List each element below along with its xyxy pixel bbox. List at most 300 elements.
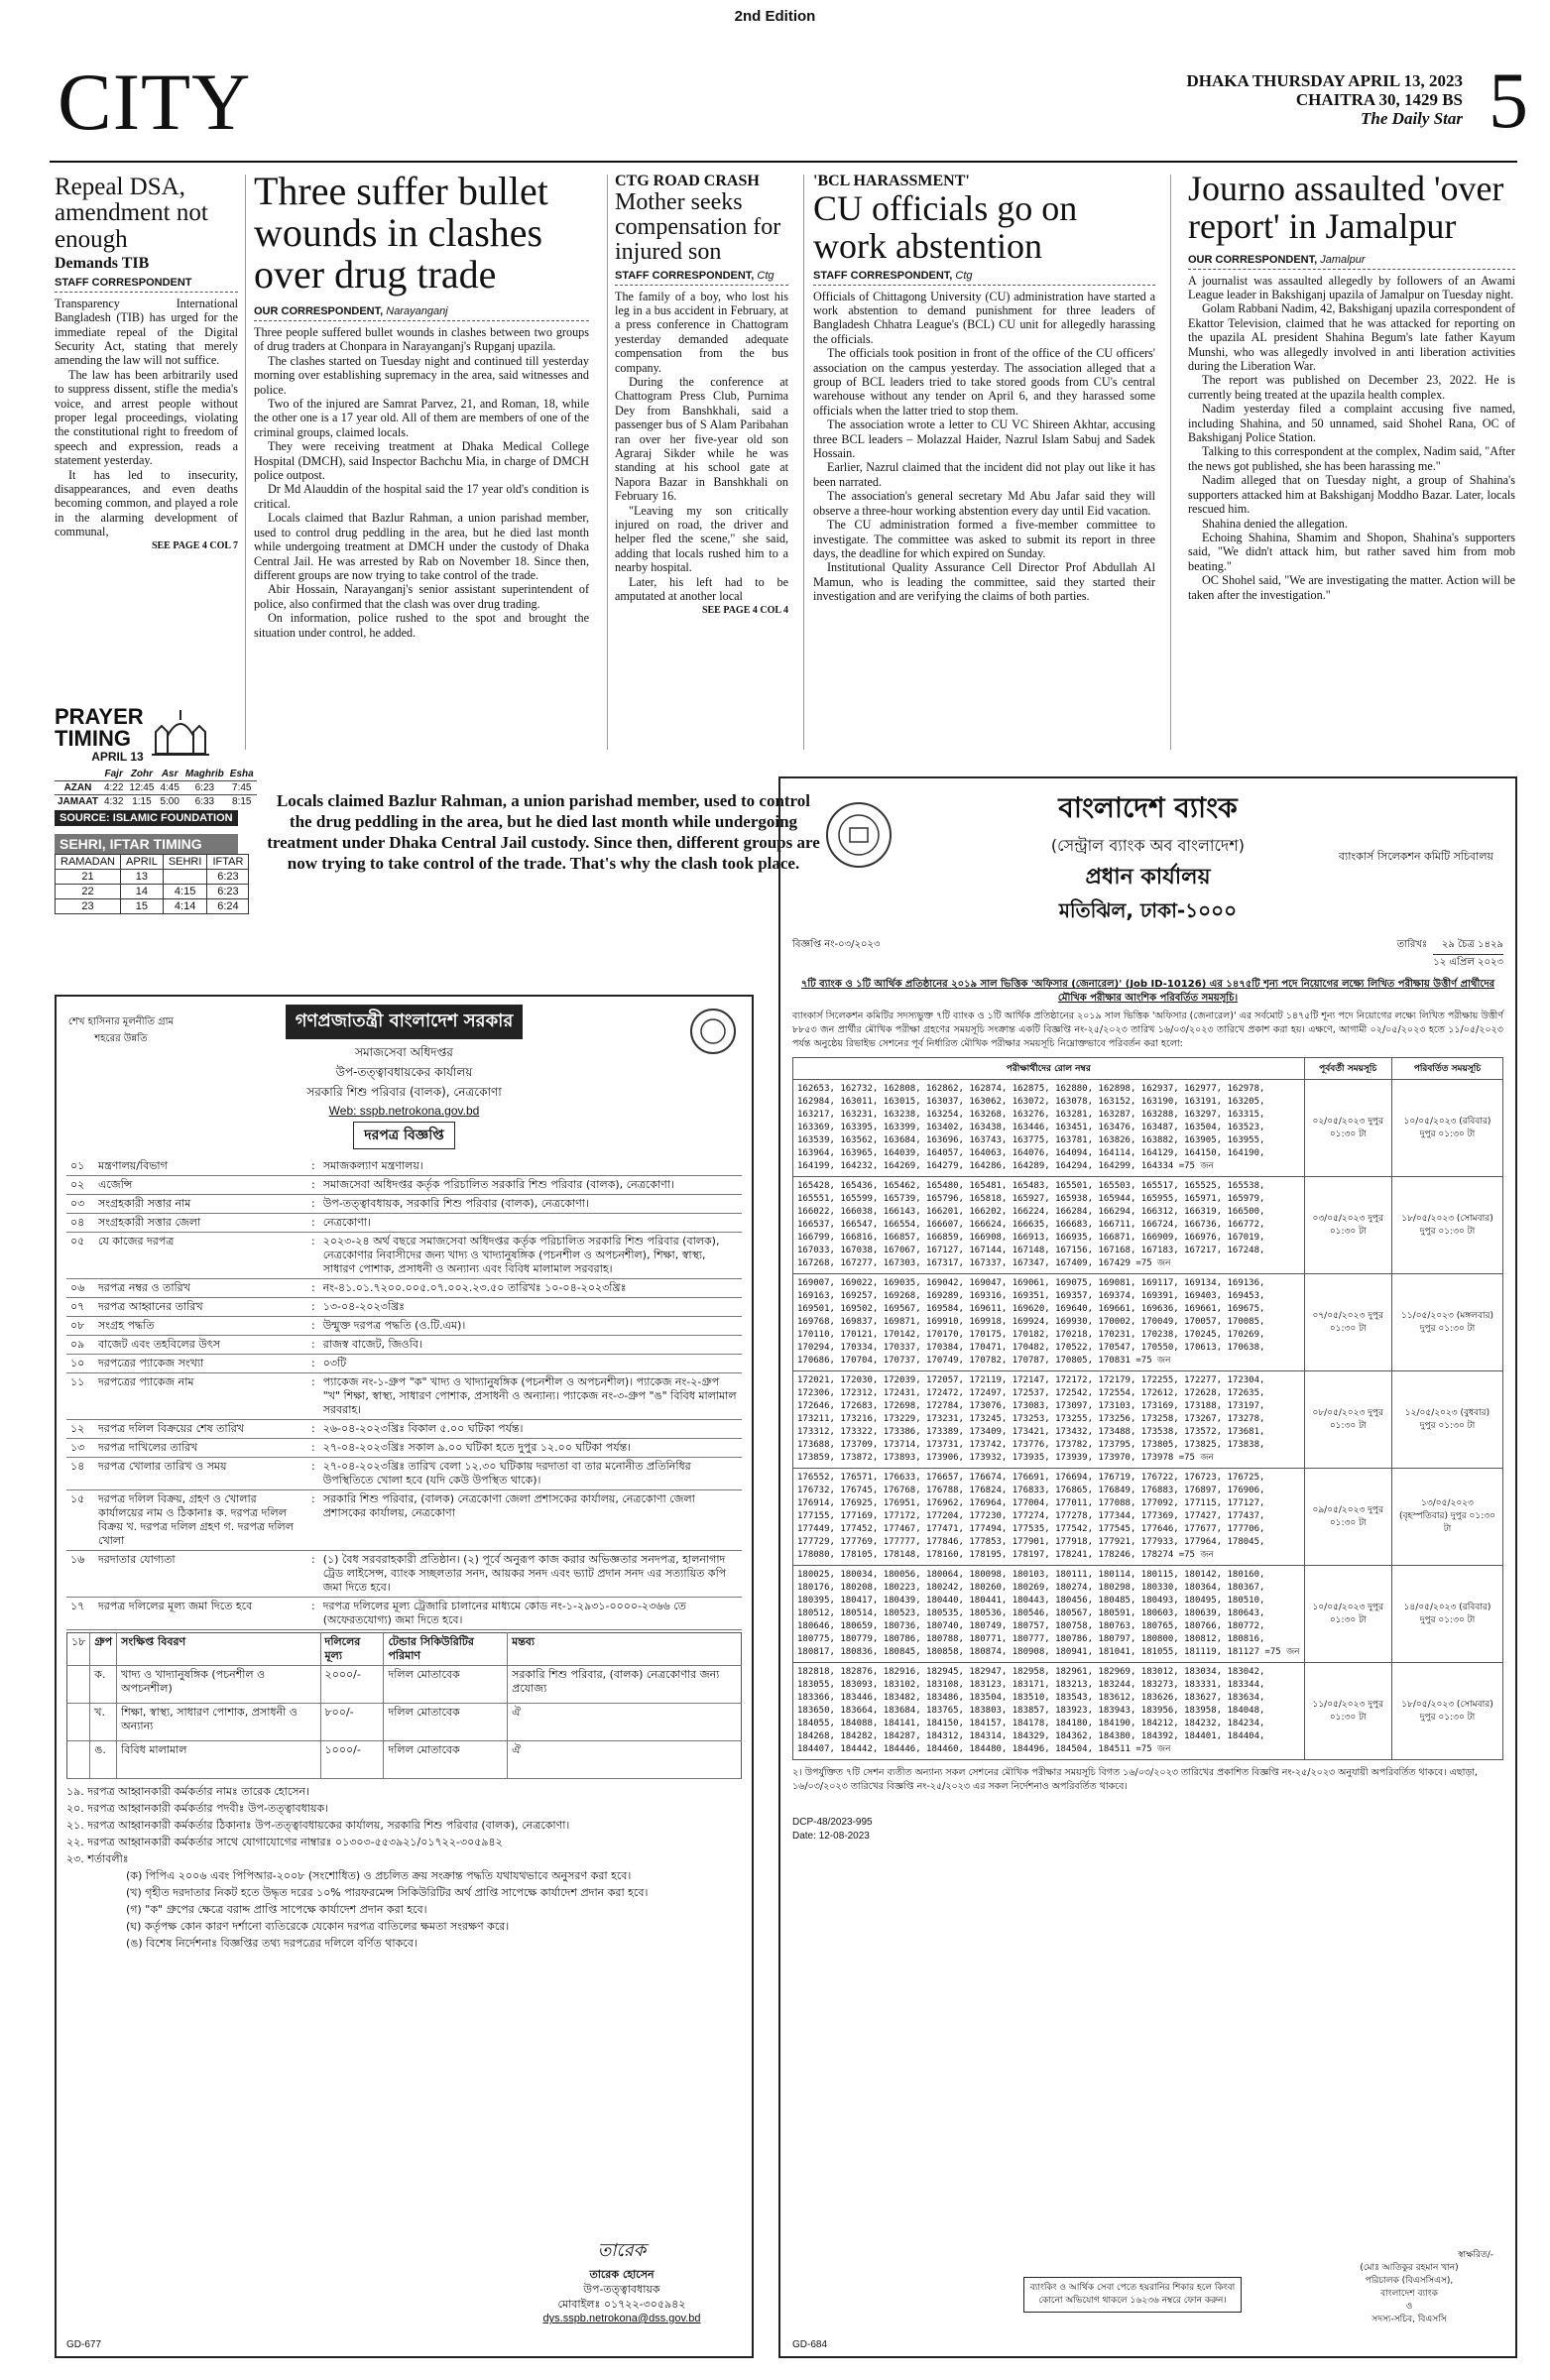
extra-item: ২৩. শর্তাবলীঃ: [66, 1852, 129, 1865]
roll-row: [793, 1274, 1503, 1371]
byline: [813, 270, 1155, 286]
paragraph: It has led to insecurity, disappearances, and even deaths becoming common, and played a role in the alarming development of communal,: [55, 467, 238, 539]
sehri-cell: 4:15: [163, 885, 207, 899]
tender-colon: :: [311, 1492, 315, 1505]
tender-colon: :: [311, 1600, 315, 1612]
tender-no: ১৪: [70, 1460, 85, 1473]
package-cell: ঐ: [508, 1704, 742, 1741]
tender-no: ০৫: [70, 1235, 85, 1248]
paragraph: Dr Md Alauddin of the hospital said the 17 year old's condition is critical.: [254, 482, 589, 511]
tender-value: নেত্রকোণা।: [322, 1216, 371, 1229]
roll-numbers: 165428, 165436, 165462, 165480, 165481, 165483, 165501, 165503, 165517, 165525, 165538, 165551, 165599, 165739, 165796, 165818, 165927, 165938, 165944, 165955, 165971, 165979, 166022, 166038, 166143, 166201, 166202, 166224, 166284, 166294, 166312, 166319, 166500, 166537, 166547, 166554, 166607, 166624, 166635, 166683, 166711, 166724, 166736, 166772, 166799, 166816, 166857, 166859, 166908, 166913, 166935, 166871, 166909, 166976, 167019, 167033, 167038, 167067, 167127, 167144, 167148, 167156, 167168, 167183, 167217, 167248, 167268, 167277, 167303, 167317, 167337, 167347, 167409, 167429 =75 জন: [793, 1177, 1305, 1274]
tender-row: [66, 1279, 742, 1298]
package-head: সংক্ষিপ্ত বিবরণ: [117, 1633, 320, 1666]
article-dsa: [55, 175, 238, 553]
tender-label: দরদাতার যোগ্যতা: [98, 1553, 176, 1566]
headline: Mother seeks compensation for injured son: [615, 189, 781, 266]
tender-no: ১৬: [70, 1553, 85, 1566]
section-title: CITY: [58, 57, 252, 147]
package-cell: দলিল মোতাবেক: [384, 1666, 508, 1704]
ad-dept: সমাজসেবা অধিদপ্তর: [355, 1045, 453, 1059]
tender-colon: :: [311, 1553, 315, 1566]
column-rule: [1170, 175, 1171, 750]
extra-item: ২১. দরপত্র আহ্বানকারী কর্মকর্তার ঠিকানাঃ উপ-তত্ত্বাবধায়কের কার্যালয়, সরকারি শিশু পরিবার (বালক), নেত্রকোণা।: [66, 1819, 570, 1832]
paragraph: During the conference at Chattogram Press Club, Purnima Dey from Banshkhali, said a passenger bus of S Alam Paribahan ran over her five-year old son Agraraj Sikder while he was standing at his school gate at Napora Bazar in Banshkhali on February 16.: [615, 375, 788, 504]
roll-numbers: 180025, 180034, 180056, 180064, 180098, 180103, 180111, 180114, 180115, 180142, 180160, 180176, 180208, 180223, 180242, 180260, 180269, 180274, 180298, 180330, 180364, 180367, 180395, 180417, 180439, 180440, 180441, 180443, 180456, 180485, 180493, 180495, 180510, 180512, 180514, 180523, 180535, 180536, 180546, 180567, 180591, 180603, 180639, 180643, 180646, 180659, 180736, 180740, 180749, 180757, 180758, 180763, 180765, 180766, 180772, 180775, 180779, 180786, 180788, 180771, 180777, 180786, 180797, 180800, 180812, 180816, 180817, 180836, 180845, 180858, 180874, 180908, 180941, 181041, 181055, 181119, 181127 =75 জন: [793, 1566, 1305, 1663]
bank-dcp: DCP-48/2023-995: [792, 1817, 873, 1828]
roll-row: [793, 1080, 1503, 1177]
dateline-bn: CHAITRA 30, 1429 BS: [1295, 90, 1463, 109]
package-row: [67, 1741, 742, 1779]
roll-head: পরিবর্তিত সময়সূচি: [1391, 1058, 1502, 1080]
byline: [1188, 254, 1515, 270]
ad-notice-title: দরপত্র বিজ্ঞপ্তি: [353, 1122, 454, 1149]
package-head: দলিলের মূল্য: [320, 1633, 384, 1666]
byline-place: Ctg: [757, 269, 775, 282]
sehri-cell: 4:14: [163, 899, 207, 914]
sehri-cell: 15: [121, 899, 164, 914]
package-cell: সরকারি শিশু পরিবার, (বালক) নেত্রকোণার জন্য প্রযোজ্য: [508, 1666, 742, 1704]
extra-item: ২০. দরপত্র আহ্বানকারী কর্মকর্তার পদবীঃ উপ-তত্ত্বাবধায়ক।: [66, 1802, 329, 1815]
prayer-timing-box: [55, 704, 254, 914]
tender-row: [66, 1336, 742, 1355]
signature-mark: তারেক: [597, 2240, 647, 2261]
tender-no: ০৭: [70, 1300, 85, 1313]
tender-colon: :: [311, 1281, 315, 1294]
prayer-cell: 12:45: [129, 782, 155, 793]
prayer-cell: 4:32: [103, 796, 124, 807]
bank-sign-t3: ও: [1405, 2302, 1413, 2312]
prayer-title-1: PRAYER: [55, 704, 144, 729]
prayer-cell: 6:33: [194, 796, 215, 807]
paragraph: The clashes started on Tuesday night and continued till yesterday morning over establishing supremacy in the area, said witnesses and police.: [254, 353, 589, 397]
tender-no: ১৫: [70, 1492, 85, 1505]
tender-value: ০৩টি: [322, 1357, 347, 1369]
term-item: (ঘ) কর্তৃপক্ষ কোন কারণ দর্শানো ব্যতিরেকে যেকোন দরপত্র বাতিলের ক্ষমতা সংরক্ষণ করে।: [126, 1920, 510, 1933]
dateline-en: DHAKA THURSDAY APRIL 13, 2023: [1186, 71, 1463, 90]
roll-schedule: ১১/০৫/২০২৩ দুপুর ০১:৩০ টা: [1304, 1663, 1391, 1760]
bank-address: মতিঝিল, ঢাকা-১০০০: [1058, 898, 1238, 922]
roll-table: [792, 1057, 1503, 1760]
tender-colon: :: [311, 1159, 315, 1172]
sehri-cell: 13: [121, 870, 164, 885]
package-row: [67, 1666, 742, 1704]
byline-place: Ctg: [955, 269, 973, 282]
paragraph: Shahina denied the allegation.: [1202, 516, 1348, 531]
paragraph: The officials took position in front of the office of the CU officers' association on the campus yesterday. The association alleged that a group of BCL leaders tried to take stored goods from CU's central warehouse without any tender on April 6, and they harassed some officials when the latter tried to stop them.: [813, 346, 1155, 417]
tender-row: [66, 1355, 742, 1373]
paper-logo: The Daily Star: [1361, 109, 1463, 128]
package-cell: ঐ: [508, 1741, 742, 1779]
paragraph: Talking to this correspondent at the complex, Nadim said, "After the news got published, she has been harassing me.": [1188, 444, 1515, 473]
sehri-cell: 6:24: [207, 899, 249, 914]
tender-colon: :: [311, 1441, 315, 1454]
paragraph: A journalist was assaulted allegedly by followers of an Awami League leader in Bakshiganj upazila of Jamalpur on Tuesday night.: [1188, 273, 1515, 301]
tender-no: ০১: [70, 1159, 85, 1172]
prayer-title-2: TIMING: [55, 726, 131, 751]
package-head: মন্তব্য: [508, 1633, 742, 1666]
roll-schedule: ০৯/০৫/২০২৩ দুপুর ০১:৩০ টা: [1304, 1469, 1391, 1566]
paragraph: Earlier, Nazrul claimed that the incident did not play out like it has been narrated.: [813, 460, 1155, 489]
ad-signature-block: [523, 2236, 721, 2326]
tender-value: ২৬-০৪-২০২৩খ্রিঃ বিকাল ৫.০০ ঘটিকা পর্যন্ত।: [322, 1422, 524, 1435]
sehri-cell: 22: [56, 885, 121, 899]
headline: CU officials go on work abstention: [813, 188, 1078, 266]
tender-label: দরপত্র দলিল বিক্রয়, গ্রহণ ও খোলার কার্যালয়ের নাম ও ঠিকানাঃ ক. দরপত্র দলিল বিক্রয় খ. দরপত্র দলিল গ্রহণ গ. দরপত্র দলিল খোলা: [98, 1492, 294, 1547]
tender-colon: :: [311, 1422, 315, 1435]
bank-ad-code: GD-684: [792, 2339, 828, 2350]
paragraph: OC Shohel said, "We are investigating the matter. Action will be taken after the investigation.": [1188, 573, 1515, 602]
term-item: (খ) গৃহীত দরদাতার নিকট হতে উদ্ধৃত দরের ১০% পারফরমেন্স সিকিউরিটির অর্থ প্রাপ্তি সাপেক্ষে কার্যাদেশ প্রদান করা হবে।: [126, 1886, 649, 1899]
headline: Journo assaulted 'over report' in Jamalpur: [1188, 169, 1504, 246]
package-spacer: [67, 1741, 90, 1779]
tender-row: [66, 1233, 742, 1279]
term-item: (গ) "ক" গ্রুপের ক্ষেত্রে বরাদ্দ প্রাপ্তি সাপেক্ষে কার্যাদেশ প্রদান করা হবে।: [126, 1903, 427, 1916]
subhead: Demands TIB: [55, 254, 150, 272]
byline: [254, 305, 589, 321]
package-cell: দলিল মোতাবেক: [384, 1741, 508, 1779]
prayer-cell: 8:15: [232, 796, 252, 807]
package-cell: দলিল মোতাবেক: [384, 1704, 508, 1741]
paragraph: The family of a boy, who lost his leg in a bus accident in February, at a press conference in Chattogram yesterday demanded adequate compensation from the bus company.: [615, 289, 788, 375]
tender-row: [66, 1598, 742, 1630]
jump-link[interactable]: SEE PAGE 4 COL 4: [701, 604, 788, 616]
tender-row: [66, 1373, 742, 1420]
paragraph: The law has been arbitrarily used to suppress dissent, stifle the media's voice, and arrest people without proper legal proceedings, violating the constitutional right to freedom of speech and expression, reads a statement yesterday.: [55, 367, 238, 468]
bank-hq: প্রধান কার্যালয়: [1085, 865, 1211, 890]
package-cell: ১০০০/-: [320, 1741, 384, 1779]
roll-schedule: ০২/০৫/২০২৩ দুপুর ০১:৩০ টা: [1304, 1080, 1391, 1177]
tender-no: ০৪: [70, 1216, 85, 1229]
bank-intro: ব্যাংকার্স সিলেকশন কমিটির সদস্যভুক্ত ৭টি ব্যাংক ও ১টি আর্থিক প্রতিষ্ঠানের ২০১৯ সাল ভিত্তিক 'অফিসার (জেনারেল)' এর সর্বমোট ১৪৭৫টি শূন্য পদে নিয়োগের লক্ষ্যে লিখিত পরীক্ষায় উত্তীর্ণ ৮৮৫৩ জন প্রার্থীর মৌখিক পরীক্ষা গ্রহণের সময়সূচি সংক্রান্ত একটি বিজ্ঞপ্তি নং-২৫/২০২৩ তারিখ ১৬/০৩/২০২৩ তারিখে প্রকাশ করা হয়। এক্ষণে, আগামী ০২/০৫/২০২৩ হতে ১১/০৫/২০২৩ পর্যন্ত অনুষ্ঠেয় রিভাইভ সেশনের পূর্ব নির্ধারিত মৌখিক পরীক্ষার সময়সূচি নিম্নোক্তভাবে পরিবর্তন করা হলো:: [792, 1011, 1503, 1049]
article-journo-assault: [1188, 171, 1515, 602]
byline-place: Jamalpur: [1320, 253, 1366, 266]
sehri-cell: 14: [121, 885, 164, 899]
prayer-cell: 4:45: [160, 782, 179, 793]
paragraph: The CU administration formed a five-member committee to investigate. The committee was asked to submit its report in three days, the deadline for which expired on Sunday.: [813, 518, 1155, 560]
prayer-head: Fajr: [104, 769, 123, 779]
tender-row: [66, 1551, 742, 1598]
sehri-cell: 6:23: [207, 885, 249, 899]
pull-quote: Locals claimed Bazlur Rahman, a union parishad member, used to control the drug peddling in the area, but he died last month while undergoing treatment under Dhaka Central Jail custody. Since then, different groups are now trying to take control of the trade. That's why the clash took place.: [267, 791, 820, 873]
package-cell: ক.: [90, 1666, 117, 1704]
roll-numbers: 176552, 176571, 176633, 176657, 176674, 176691, 176694, 176719, 176722, 176723, 176725, 176732, 176745, 176768, 176788, 176824, 176833, 176865, 176849, 176883, 176897, 176906, 176914, 176925, 176951, 176962, 176964, 177004, 177011, 177088, 177092, 177115, 177127, 177155, 177169, 177172, 177204, 177230, 177274, 177278, 177344, 177369, 177427, 177437, 177449, 177452, 177467, 177471, 177494, 177535, 177542, 177545, 177646, 177677, 177706, 177729, 177769, 177777, 177846, 177853, 177901, 177918, 177921, 177933, 177964, 178045, 178080, 178105, 178148, 178160, 178195, 178197, 178241, 178246, 178274 =75 জন: [793, 1469, 1305, 1566]
package-serial: ১৮: [71, 1635, 86, 1648]
mosque-icon: [150, 706, 211, 758]
tender-colon: :: [311, 1216, 315, 1229]
kicker: CTG ROAD CRASH: [615, 173, 760, 189]
tender-label: দরপত্র দলিল বিক্রয়ের শেষ তারিখ: [98, 1422, 245, 1435]
tender-label: সংগ্রহ পদ্ধতি: [98, 1319, 155, 1332]
bank-sign-label: স্বাক্ষরিত/-: [1458, 2250, 1493, 2260]
tender-label: সংগ্রহকারী সত্তার জেলা: [98, 1216, 201, 1229]
tender-colon: :: [311, 1178, 315, 1191]
byline: STAFF CORRESPONDENT: [55, 277, 238, 293]
package-cell: ঙ.: [90, 1741, 117, 1779]
prayer-cell: 6:23: [194, 782, 215, 793]
signer-title: উপ-তত্ত্বাবধায়ক: [583, 2283, 660, 2296]
dateline: [1186, 71, 1463, 128]
package-head: টেন্ডার সিকিউরিটির পরিমাণ: [384, 1633, 508, 1666]
package-spacer: [67, 1666, 90, 1704]
bank-complaint-box: ব্যাংকিং ও আর্থিক সেবা পেতে হয়রানির শিকার হলে কিংবা কোনো অভিযোগ থাকলে ১৬২৩৬ নম্বরে ফোন করুন।: [1023, 2277, 1242, 2313]
tender-label: দরপত্র আহ্বানের তারিখ: [98, 1300, 203, 1313]
tender-row: [66, 1214, 742, 1233]
prayer-cell: JAMAAT: [58, 796, 98, 807]
prayer-cell: 7:45: [232, 782, 252, 793]
tender-value: সমাজকল্যাণ মন্ত্রণালয়।: [322, 1159, 423, 1172]
tender-no: ০৯: [70, 1338, 85, 1351]
tender-value: সরকারি শিশু পরিবার, (বালক) নেত্রকোণা জেলা প্রশাসকের কার্যালয়, নেত্রকোণা জেলা প্রশাসকের কার্যালয়, নেত্রকোণা: [322, 1492, 695, 1519]
byline: [615, 270, 788, 286]
sehri-table: [55, 854, 249, 914]
paragraph: The association wrote a letter to CU VC Shireen Akhtar, accusing three BCL leaders – Molazzal Haider, Nazrul Islam Sabuj and Sadek Hossain.: [813, 417, 1155, 461]
roll-schedule: ১৮/০৫/২০২৩ (সোমবার) দুপুর ০১:৩০ টা: [1391, 1663, 1502, 1760]
tender-label: দরপত্র দলিলের মূল্য জমা দিতে হবে: [98, 1600, 253, 1612]
package-cell: খ.: [90, 1704, 117, 1741]
prayer-table: [55, 768, 257, 808]
tender-colon: :: [311, 1300, 315, 1313]
bank-sign-t2: বাংলাদেশ ব্যাংক: [1380, 2289, 1438, 2299]
prayer-cell: 5:00: [160, 796, 179, 807]
package-cell: বিবিধ মালামাল: [117, 1741, 320, 1779]
tender-value: সমাজসেবা অধিদপ্তর কর্তৃক পরিচালিত সরকারি শিশু পরিবার (বালক), নেত্রকোণা।: [322, 1178, 674, 1191]
tender-value: ২৭-০৪-২০২৩খ্রিঃ তারিখ বেলা ১২.৩০ ঘটিকায় দরদাতা বা তার মনোনীত প্রতিনিধির উপস্থিতিতে খোলা হবে (যদি কেউ উপস্থিত থাকে)।: [322, 1460, 691, 1487]
ad-terms-list: [126, 1867, 742, 1952]
article-cu-abstention: [813, 173, 1155, 604]
byline-role: OUR CORRESPONDENT,: [254, 305, 384, 317]
ad-office: উপ-তত্ত্বাবধায়কের কার্যালয়: [335, 1065, 473, 1079]
sehri-cell: 6:23: [207, 870, 249, 885]
roll-schedule: ১১/০৫/২০২৩ (মঙ্গলবার) দুপুর ০১:৩০ টা: [1391, 1274, 1502, 1371]
roll-numbers: 182818, 182876, 182916, 182945, 182947, 182958, 182961, 182969, 183012, 183034, 183042, 183055, 183093, 183102, 183108, 183123, 183171, 183213, 183244, 183273, 183331, 183344, 183366, 183446, 183482, 183486, 183504, 183510, 183543, 183612, 183626, 183627, 183634, 183650, 183664, 183684, 183765, 183803, 183857, 183923, 183943, 183956, 183958, 184048, 184055, 184088, 184141, 184150, 184157, 184178, 184180, 184190, 184212, 184232, 184234, 184268, 184282, 184287, 184312, 184314, 184329, 184362, 184380, 184392, 184401, 184404, 184407, 184442, 184446, 184460, 184480, 184496, 184504, 184511 =75 জন: [793, 1663, 1305, 1760]
tender-row: [66, 1458, 742, 1490]
roll-head: পূর্ববর্তী সময়সূচি: [1304, 1058, 1391, 1080]
ad-sub: সরকারি শিশু পরিবার (বালক), নেত্রকোণা: [306, 1085, 502, 1099]
bank-date-label: তারিখঃ: [1396, 939, 1428, 950]
paragraph: Echoing Shahina, Shamim and Shopon, Shahina's supporters said, "We didn't attack him, but rather saved him from mob beating.": [1188, 530, 1515, 573]
byline-role: STAFF CORRESPONDENT,: [615, 269, 755, 282]
paragraph: The association's general secretary Md Abu Jafar said they will observe a three-hour working abstention every day until Eid vacation.: [813, 489, 1155, 518]
article-drug-trade: [254, 171, 589, 640]
extra-item: ২২. দরপত্র আহ্বানকারী কর্মকর্তার সাথে যোগাযোগের নাম্বারঃ ০১৩০৩-৫৫৩৯২১/০১৭২২-৩০৫৯৪২: [66, 1836, 503, 1848]
tender-no: ০৬: [70, 1281, 85, 1294]
paragraph: Abir Hossain, Narayanganj's senior assistant superintendent of police, also confirmed that the clash was over drug trading.: [254, 582, 589, 611]
paragraph: "Leaving my son critically injured on road, the driver and helper fled the scene," she said, adding that locals rushed him to a nearby hospital.: [615, 503, 788, 575]
paragraph: Locals claimed that Bazlur Rahman, a union parishad member, used to control drug peddling in the area, but he died last month while undergoing treatment at DMCH under the custody of Dhaka Central Jail. He was arrested by Rab on November 18. Since then, different groups are now trying to take control of the trade.: [254, 511, 589, 582]
tender-no: ১০: [70, 1357, 85, 1369]
tender-value: উপ-তত্ত্বাবধায়ক, সরকারি শিশু পরিবার (বালক), নেত্রকোণা।: [322, 1197, 589, 1210]
tender-no: ০৮: [70, 1319, 85, 1332]
roll-schedule: ১০/০৫/২০২৩ দুপুর ০১:৩০ টা: [1304, 1566, 1391, 1663]
bank-signature-block: [1325, 2249, 1493, 2326]
tender-row: [66, 1176, 742, 1195]
tender-colon: :: [311, 1375, 315, 1388]
signer-phone: মোবাইলঃ ০১৭২২-৩০৫৯৪২: [557, 2298, 686, 2311]
term-item: (ঙ) বিশেষ নির্দেশনাঃ বিজ্ঞপ্তির তথ্য দরপত্রের দলিলে বর্ণিত থাকবে।: [126, 1937, 417, 1950]
tender-label: দরপত্র খোলার তারিখ ও সময়: [98, 1460, 227, 1473]
sehri-head: APRIL: [121, 855, 164, 870]
package-table: [66, 1632, 742, 1779]
package-cell: ৮০০/-: [320, 1704, 384, 1741]
bank-sub: (সেন্ট্রাল ব্যাংক অব বাংলাদেশ): [1050, 836, 1246, 855]
package-cell: ২০০০/-: [320, 1666, 384, 1704]
roll-row: [793, 1177, 1503, 1274]
roll-schedule: ১২/০৫/২০২৩ (বুধবার) দুপুর ০১:৩০ টা: [1391, 1371, 1502, 1469]
paragraph: Golam Rabbani Nadim, 42, Bakshiganj upazila correspondent of Ekattor Television, claimed that he was attacked for reporting on the upazila AL president Shahina Begum's late father Kayum Munshi, who was allegedly involved in anti liberation activities during the Liberation War.: [1188, 301, 1515, 374]
roll-numbers: 162653, 162732, 162808, 162862, 162874, 162875, 162880, 162898, 162937, 162977, 162978, 162984, 163011, 163015, 163037, 163062, 163072, 163078, 163152, 163190, 163191, 163205, 163217, 163231, 163238, 163254, 163268, 163276, 163281, 163287, 163288, 163297, 163315, 163369, 163395, 163399, 163402, 163438, 163446, 163451, 163476, 163487, 163504, 163523, 163539, 163562, 163684, 163696, 163743, 163775, 163781, 163826, 163882, 163905, 163955, 163964, 163965, 164039, 164057, 164063, 164076, 164094, 164114, 164129, 164150, 164190, 164199, 164232, 164269, 164279, 164286, 164289, 164294, 164299, 164334 =75 জন: [793, 1080, 1305, 1177]
tender-row: [66, 1298, 742, 1317]
sehri-cell: [163, 870, 207, 885]
tender-colon: :: [311, 1357, 315, 1369]
jump-link[interactable]: SEE PAGE 4 COL 7: [151, 539, 238, 551]
tender-label: এজেন্সি: [98, 1178, 133, 1191]
prayer-head: Zohr: [130, 769, 154, 779]
paragraph: Later, his left had to be amputated at another local: [615, 574, 788, 604]
tender-label: দরপত্র দাখিলের তারিখ: [98, 1441, 198, 1454]
roll-row: [793, 1663, 1503, 1760]
tender-label: দরপত্র নম্বর ও তারিখ: [98, 1281, 190, 1294]
bank-logo-icon: [824, 800, 894, 875]
term-item: (ক) পিপিএ ২০০৬ এবং পিপিআর-২০০৮ (সংশোধিত) ও প্রচলিত ক্রয় সংক্রান্ত পদ্ধতি যথাযথভাবে অনুসরণ করা হবে।: [126, 1869, 632, 1882]
tender-no: ০২: [70, 1178, 85, 1191]
tender-row: [66, 1157, 742, 1176]
bank-date-bn: ২৯ চৈত্র ১৪২৯: [1433, 937, 1503, 955]
prayer-cell: 1:15: [132, 796, 152, 807]
prayer-source: SOURCE: ISLAMIC FOUNDATION: [55, 810, 238, 826]
tender-row: [66, 1420, 742, 1439]
tender-label: মন্ত্রণালয়/বিভাগ: [98, 1159, 168, 1172]
header-rule: [50, 161, 1517, 163]
package-cell: খাদ্য ও খাদ্যানুষঙ্গিক (পচনশীল ও অপচনশীল): [117, 1666, 320, 1704]
tender-table: [66, 1157, 742, 1630]
tender-colon: :: [311, 1460, 315, 1473]
sehri-cell: 23: [56, 899, 121, 914]
paragraph: The report was published on December 23, 2022. He is currently being treated at the upazila health complex.: [1188, 373, 1515, 402]
tender-value: (১) বৈধ সরবরাহকারী প্রতিষ্ঠান। (২) পূর্বে অনুরূপ কাজ করার অভিজ্ঞতার সনদপত্র, হালনাগাদ ট্রেড লাইসেন্স, ব্যাংক সচ্ছলতার সনদ, আয়কর সনদ এবং ভ্যাট প্রদান সনদ এর সত্যায়িত কপি জমা দিতে হবে।: [322, 1553, 727, 1594]
bank-heading: ৭টি ব্যাংক ও ১টি আর্থিক প্রতিষ্ঠানের ২০১৯ সাল ভিত্তিক 'অফিসার (জেনারেল)' (Job ID-10126) এর ১৪৭৫টি শূন্য পদে নিয়োগের লক্ষ্যে লিখিত পরীক্ষায় উত্তীর্ণ প্রার্থীদের মৌখিক পরীক্ষার আংশিক পরিবর্তিত সময়সূচি।: [800, 979, 1495, 1004]
column-rule: [803, 175, 804, 750]
column-rule: [245, 175, 246, 750]
bank-title: বাংলাদেশ ব্যাংক: [1058, 791, 1238, 824]
tender-no: ১৩: [70, 1441, 85, 1454]
edition-label: 2nd Edition: [734, 8, 816, 25]
ad-website[interactable]: Web: sspb.netrokona.gov.bd: [328, 1104, 480, 1118]
tender-colon: :: [311, 1319, 315, 1332]
tender-value: উন্মুক্ত দরপত্র পদ্ধতি (ও.টি.এম)।: [322, 1319, 466, 1332]
roll-row: [793, 1371, 1503, 1469]
ad-code: GD-677: [66, 2339, 102, 2350]
bank-date-footer: Date: 12-08-2023: [792, 1831, 870, 1842]
headline: Three suffer bullet wounds in clashes over drug trade: [254, 169, 548, 297]
govt-tender-ad: [55, 995, 754, 2358]
byline-role: STAFF CORRESPONDENT,: [813, 269, 953, 282]
roll-schedule: ১৮/০৫/২০২৩ (সোমবার) দুপুর ০১:৩০ টা: [1391, 1177, 1502, 1274]
package-spacer: [67, 1704, 90, 1741]
roll-schedule: ০৭/০৫/২০২৩ দুপুর ০১:৩০ টা: [1304, 1274, 1391, 1371]
signer-email[interactable]: dys.sspb.netrokona@dss.gov.bd: [542, 2313, 701, 2324]
paragraph: Nadim yesterday filed a complaint accusing five named, including Shahina, and 50 unnamed, said Shohel Rana, OC of Bakshiganj Police Station.: [1188, 402, 1515, 445]
roll-numbers: 172021, 172030, 172039, 172057, 172119, 172147, 172172, 172179, 172255, 172277, 172304, 172306, 172312, 172431, 172472, 172497, 172537, 172542, 172554, 172612, 172628, 172635, 172646, 172683, 172698, 172784, 173076, 173083, 173097, 173103, 173169, 173188, 173197, 173211, 173216, 173229, 173231, 173245, 173253, 173255, 173256, 173258, 173267, 173278, 173312, 173322, 173386, 173389, 173409, 173421, 173432, 173488, 173538, 173572, 173681, 173688, 173709, 173714, 173731, 173742, 173776, 173782, 173795, 173805, 173825, 173838, 173859, 173872, 173893, 173906, 173932, 173935, 173939, 173970, 173978 =75 জন: [793, 1371, 1305, 1469]
paragraph: Three people suffered bullet wounds in clashes between two groups of drug traders at Chonpara in Narayanganj's Rupganj upazila.: [254, 325, 589, 354]
prayer-head: Esha: [229, 769, 254, 779]
tender-label: বাজেট এবং তহবিলের উৎস: [98, 1338, 220, 1351]
article-ctg-crash: [615, 173, 788, 618]
paragraph: Transparency International Bangladesh (TIB) has urged for the immediate repeal of the Digital Security Act, stating that merely amending the law will not suffice.: [55, 296, 238, 368]
tender-value: রাজস্ব বাজেট, জিওবি।: [322, 1338, 422, 1351]
roll-row: [793, 1469, 1503, 1566]
prayer-date: APRIL 13: [91, 750, 144, 764]
page-number: 5: [1489, 58, 1528, 145]
bank-sign-t4: সদস্য-সচিব, বিএসসি: [1371, 2315, 1447, 2324]
paragraph: Two of the injured are Samrat Parvez, 21, and Roman, 18, while the other one is a 17 year old. All of them are members of one of the criminal groups, claimed locals.: [254, 397, 589, 439]
bank-note: ২। উপর্যুক্তিত ৭টি সেশন ব্যতীত অন্যান্য সকল সেশনের মৌখিক পরীক্ষার সময়সূচি বিগত ১৬/০৩/২০২৩ তারিখের প্রকাশিত বিজ্ঞপ্তি নং-২৫/২০২৩ অনুযায়ী অপরিবর্তিত থাকবে। এছাড়া, ১৬/০৩/২০২৩ তারিখের বিজ্ঞপ্তি নং-২৫/২০২৩ এর সকল নির্দেশনাও অপরিবর্তিত থাকবে।: [792, 1767, 1478, 1792]
paragraph: Nadim alleged that on Tuesday night, a group of Shahina's supporters attacked him at Bakshiganj Moddho Bazar. Later, locals rescued him.: [1188, 473, 1515, 517]
bank-sign-t1: পরিচালক (বিএসসিএস),: [1365, 2276, 1454, 2286]
bank-date-en: ১২ এপ্রিল ২০২৩: [1433, 957, 1503, 968]
headline: Repeal DSA, amendment not enough: [55, 174, 208, 253]
sehri-head: SEHRI: [163, 855, 207, 870]
ad-slogan: শেখ হাসিনার মূলনীতি গ্রাম শহরের উন্নতি: [67, 1016, 175, 1044]
prayer-cell: AZAN: [63, 782, 92, 793]
tender-colon: :: [311, 1235, 315, 1248]
ad-title: গণপ্রজাতন্ত্রী বাংলাদেশ সরকার: [286, 1005, 524, 1039]
sehri-head: RAMADAN: [56, 855, 121, 870]
roll-head: পরীক্ষার্থীদের রোল নম্বর: [793, 1058, 1305, 1080]
tender-value: দরপত্র দলিলের মূল্য ট্রেজারি চালানের মাধ্যমে কোড নং-১-২৯৩১-০০০০-২৩৬৬ তে (অফেরতযোগ্য) জমা দিতে হবে।: [322, 1600, 686, 1626]
package-head-row: [67, 1633, 742, 1666]
govt-emblem-icon: [688, 1007, 738, 1061]
prayer-head: [55, 768, 101, 781]
roll-schedule: ১০/০৫/২০২৩ (রবিবার) দুপুর ০১:৩০ টা: [1391, 1080, 1502, 1177]
tender-label: যে কাজের দরপত্র: [98, 1235, 175, 1248]
tender-no: ০৩: [70, 1197, 85, 1210]
tender-label: সংগ্রহকারী সত্তার নাম: [98, 1197, 191, 1210]
prayer-cell: 4:22: [103, 782, 124, 793]
bank-sign-name: (মোঃ আতিকুর রহমান খান): [1360, 2263, 1459, 2273]
paragraph: Officials of Chittagong University (CU) administration have started a work abstention to demand punishment for three leaders of Bangladesh Chhatra League's (BCL) CU unit for allegedly harassing the officials.: [813, 289, 1155, 346]
tender-value: ২০২৩-২৪ অর্থ বছরে সমাজসেবা অধিদপ্তর কর্তৃক পরিচালিত সরকারি শিশু পরিবার (বালক), নেত্রকোণার নিবাসীদের জন্য খাদ্য ও খাদ্যানুষঙ্গিক (পচনশীল ও অপচনশীল), শিক্ষা, স্বাস্থ্য, সাধারণ পোশাক, প্রসাধনী ও অন্যান্য এবং বিবিধ মালামাল সরবরাহ।: [322, 1235, 720, 1275]
tender-colon: :: [311, 1338, 315, 1351]
bank-dcp-block: [792, 1816, 1503, 1844]
package-cell: শিক্ষা, স্বাস্থ্য, সাধারণ পোশাক, প্রসাধনী ও অন্যান্য: [117, 1704, 320, 1741]
tender-value: ২৭-০৪-২০২৩খ্রিঃ সকাল ৯.০০ ঘটিকা হতে দুপুর ১২.০০ ঘটিকা পর্যন্ত।: [322, 1441, 632, 1454]
bank-date: [1397, 937, 1503, 972]
roll-schedule: ১৩/০৫/২০২৩ (বৃহস্পতিবার) দুপুর ০১:৩০ টা: [1391, 1469, 1502, 1566]
tender-label: দরপত্রের প্যাকেজ নাম: [98, 1375, 194, 1388]
kicker: 'BCL HARASSMENT': [813, 173, 970, 189]
tender-value: ১৩-০৪-২০২৩খ্রিঃ: [322, 1300, 406, 1313]
tender-colon: :: [311, 1197, 315, 1210]
roll-schedule: ০৩/০৫/২০২৩ দুপুর ০১:৩০ টা: [1304, 1177, 1391, 1274]
bank-ref: বিজ্ঞপ্তি নং-০৩/২০২৩: [792, 939, 881, 950]
byline-place: Narayanganj: [386, 305, 448, 317]
tender-value: নং-৪১.০১.৭২০০.০০৫.০৭.০০২.২৩.৫০ তারিখঃ ১০-০৪-২০২৩খ্রিঃ: [322, 1281, 627, 1294]
byline-role: OUR CORRESPONDENT,: [1188, 253, 1318, 266]
tender-row: [66, 1490, 742, 1551]
ad-extra-list: [66, 1783, 742, 1867]
tender-no: ১২: [70, 1422, 85, 1435]
sehri-head: IFTAR: [207, 855, 249, 870]
paragraph: They were receiving treatment at Dhaka Medical College Hospital (DMCH), said Inspector Bachchu Mia, in charge of DMCH police outpost.: [254, 439, 589, 483]
extra-item: ১৯. দরপত্র আহ্বানকারী কর্মকর্তার নামঃ তারেক হোসেন।: [66, 1785, 310, 1798]
sehri-cell: 21: [56, 870, 121, 885]
paragraph: Institutional Quality Assurance Cell Director Prof Abdullah Al Mamun, who is leading the committee, said they started their investigation and are verifying the claims of both parties.: [813, 560, 1155, 604]
prayer-head: Maghrib: [184, 769, 224, 779]
column-rule: [607, 175, 608, 750]
tender-no: ১৭: [70, 1600, 85, 1612]
roll-schedule: ১৪/০৫/২০২৩ (রবিবার) দুপুর ০১:৩০ টা: [1391, 1566, 1502, 1663]
